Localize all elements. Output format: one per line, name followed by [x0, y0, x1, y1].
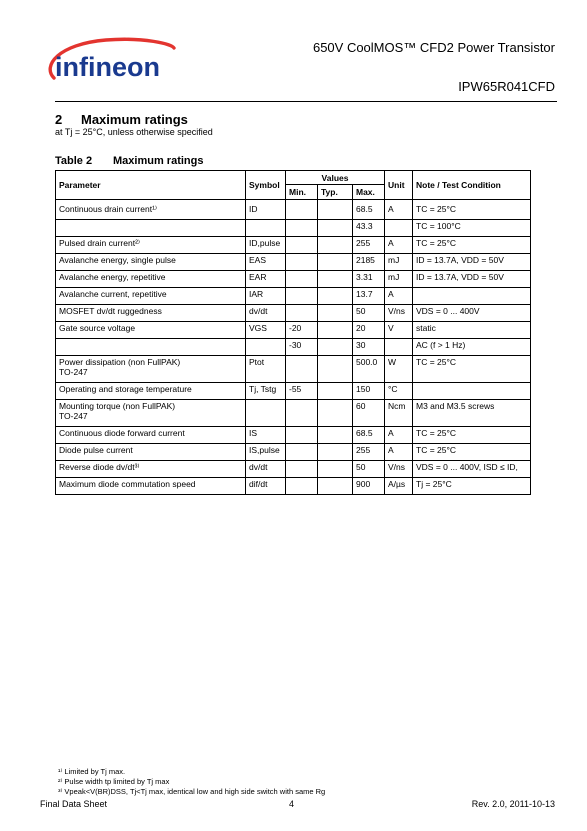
cell-min	[286, 254, 318, 271]
cell-unit	[385, 220, 413, 237]
footer-doc-type: Final Data Sheet	[40, 799, 108, 809]
cell-note: ID = 13.7A, VDD = 50V	[413, 254, 531, 271]
footnote: ¹⁾ Limited by Tj max.	[58, 767, 126, 776]
table-row	[56, 427, 531, 444]
cell-min	[286, 427, 318, 444]
cell-max: 50	[353, 305, 385, 322]
part-number: IPW65R041CFD	[458, 79, 555, 94]
table-row	[56, 271, 531, 288]
cell-max: 2185	[353, 254, 385, 271]
cell-symbol: dv/dt	[246, 305, 286, 322]
cell-max: 43.3	[353, 220, 385, 237]
cell-note: M3 and M3.5 screws	[413, 400, 531, 427]
cell-symbol: Tj, Tstg	[246, 383, 286, 400]
table-label: Table 2	[55, 155, 93, 167]
cell-symbol: ID,pulse	[246, 237, 286, 254]
cell-typ	[318, 400, 353, 427]
cell-typ	[318, 478, 353, 495]
cell-min	[286, 220, 318, 237]
infineon-logo	[40, 36, 178, 92]
cell-symbol: dif/dt	[246, 478, 286, 495]
cell-min	[286, 237, 318, 254]
cell-typ	[318, 271, 353, 288]
cell-parameter: Continuous diode forward current	[56, 427, 246, 444]
table-row	[56, 444, 531, 461]
cell-min	[286, 356, 318, 383]
cell-note	[413, 383, 531, 400]
cell-parameter: Diode pulse current	[56, 444, 246, 461]
cell-typ	[318, 200, 353, 220]
cell-unit: A	[385, 444, 413, 461]
cell-parameter: Pulsed drain current²⁾	[56, 237, 246, 254]
cell-parameter: Mounting torque (non FullPAK) TO-247	[56, 400, 246, 427]
cell-min: -30	[286, 339, 318, 356]
cell-symbol: IAR	[246, 288, 286, 305]
cell-typ	[318, 356, 353, 383]
maximum-ratings-table	[55, 170, 531, 495]
footnote: ³⁾ Vpeak<V(BR)DSS, Tj<Tj max, identical low and high side switch with same Rg	[58, 787, 326, 796]
cell-note: static	[413, 322, 531, 339]
cell-parameter: Continuous drain current¹⁾	[56, 200, 246, 220]
cell-symbol: Ptot	[246, 356, 286, 383]
cell-note: VDS = 0 ... 400V	[413, 305, 531, 322]
cell-min: -55	[286, 383, 318, 400]
cell-unit: V	[385, 322, 413, 339]
table-row	[56, 400, 531, 427]
document-title: 650V CoolMOS™ CFD2 Power Transistor	[312, 40, 555, 55]
cell-unit: W	[385, 356, 413, 383]
cell-unit: mJ	[385, 271, 413, 288]
cell-note: TC = 25°C	[413, 356, 531, 383]
cell-min: -20	[286, 322, 318, 339]
cell-typ	[318, 220, 353, 237]
table-body	[56, 200, 531, 495]
cell-unit: A	[385, 427, 413, 444]
header-min: Min.	[286, 185, 318, 200]
cell-symbol: EAS	[246, 254, 286, 271]
footer-revision: Rev. 2.0, 2011-10-13	[471, 799, 555, 809]
cell-parameter: Operating and storage temperature	[56, 383, 246, 400]
page-number: 4	[289, 799, 295, 809]
cell-parameter: Avalanche current, repetitive	[56, 288, 246, 305]
header-typ: Typ.	[318, 185, 353, 200]
cell-unit: A	[385, 200, 413, 220]
table-row	[56, 322, 531, 339]
cell-symbol: EAR	[246, 271, 286, 288]
table-row	[56, 356, 531, 383]
table-row	[56, 237, 531, 254]
table-row	[56, 305, 531, 322]
table-row	[56, 200, 531, 220]
table-row	[56, 288, 531, 305]
table-caption	[55, 155, 203, 167]
cell-typ	[318, 237, 353, 254]
cell-max: 255	[353, 237, 385, 254]
cell-symbol	[246, 220, 286, 237]
cell-note: TC = 25°C	[413, 444, 531, 461]
table-row	[56, 478, 531, 495]
cell-typ	[318, 383, 353, 400]
cell-max: 68.5	[353, 200, 385, 220]
cell-symbol: VGS	[246, 322, 286, 339]
cell-symbol: IS,pulse	[246, 444, 286, 461]
cell-unit: °C	[385, 383, 413, 400]
cell-typ	[318, 339, 353, 356]
cell-parameter: Gate source voltage	[56, 322, 246, 339]
cell-symbol	[246, 339, 286, 356]
cell-typ	[318, 254, 353, 271]
cell-symbol: IS	[246, 427, 286, 444]
cell-min	[286, 200, 318, 220]
cell-parameter: Reverse diode dv/dt³⁾	[56, 461, 246, 478]
table-row	[56, 383, 531, 400]
cell-unit: Ncm	[385, 400, 413, 427]
table-caption-text: Maximum ratings	[113, 155, 204, 167]
cell-note: TC = 25°C	[413, 237, 531, 254]
cell-min	[286, 461, 318, 478]
cell-max: 3.31	[353, 271, 385, 288]
table-row	[56, 461, 531, 478]
table-row	[56, 254, 531, 271]
cell-note: TC = 25°C	[413, 427, 531, 444]
cell-max: 13.7	[353, 288, 385, 305]
section-title: Maximum ratings	[81, 112, 188, 127]
cell-typ	[318, 322, 353, 339]
cell-note: Tj = 25°C	[413, 478, 531, 495]
header-divider	[55, 101, 557, 102]
cell-parameter	[56, 339, 246, 356]
cell-max: 900	[353, 478, 385, 495]
section-heading	[55, 112, 188, 127]
cell-symbol: dv/dt	[246, 461, 286, 478]
cell-min	[286, 288, 318, 305]
cell-typ	[318, 305, 353, 322]
cell-note: AC (f > 1 Hz)	[413, 339, 531, 356]
cell-unit: V/ns	[385, 305, 413, 322]
logo-wordmark: infineon	[55, 52, 160, 82]
cell-note: ID = 13.7A, VDD = 50V	[413, 271, 531, 288]
section-subtitle: at Tj = 25°C, unless otherwise specified	[55, 127, 213, 137]
footnotes	[58, 767, 325, 797]
header-max: Max.	[353, 185, 385, 200]
header-unit: Unit	[385, 171, 413, 200]
header-values: Values	[286, 171, 385, 185]
cell-parameter: Maximum diode commutation speed	[56, 478, 246, 495]
cell-min	[286, 478, 318, 495]
section-number: 2	[55, 112, 63, 127]
cell-parameter: MOSFET dv/dt ruggedness	[56, 305, 246, 322]
cell-unit: A	[385, 237, 413, 254]
cell-max: 20	[353, 322, 385, 339]
cell-max: 30	[353, 339, 385, 356]
cell-unit: V/ns	[385, 461, 413, 478]
cell-symbol	[246, 400, 286, 427]
header-note: Note / Test Condition	[413, 171, 531, 200]
cell-unit	[385, 339, 413, 356]
header-symbol: Symbol	[246, 171, 286, 200]
footnote: ²⁾ Pulse width tp limited by Tj max	[58, 777, 170, 786]
cell-max: 68.5	[353, 427, 385, 444]
cell-min	[286, 305, 318, 322]
cell-unit: A/µs	[385, 478, 413, 495]
cell-note	[413, 288, 531, 305]
cell-max: 50	[353, 461, 385, 478]
cell-min	[286, 400, 318, 427]
table-row	[56, 220, 531, 237]
cell-max: 500.0	[353, 356, 385, 383]
cell-note: VDS = 0 ... 400V, ISD ≤ ID,	[413, 461, 531, 478]
cell-typ	[318, 288, 353, 305]
cell-parameter: Avalanche energy, repetitive	[56, 271, 246, 288]
cell-max: 255	[353, 444, 385, 461]
table-row	[56, 339, 531, 356]
cell-max: 60	[353, 400, 385, 427]
cell-note: TC = 100°C	[413, 220, 531, 237]
cell-typ	[318, 444, 353, 461]
cell-typ	[318, 427, 353, 444]
cell-parameter: Avalanche energy, single pulse	[56, 254, 246, 271]
cell-max: 150	[353, 383, 385, 400]
header-parameter: Parameter	[56, 171, 246, 200]
cell-min	[286, 444, 318, 461]
cell-typ	[318, 461, 353, 478]
cell-min	[286, 271, 318, 288]
cell-unit: mJ	[385, 254, 413, 271]
cell-parameter: Power dissipation (non FullPAK) TO-247	[56, 356, 246, 383]
cell-unit: A	[385, 288, 413, 305]
cell-parameter	[56, 220, 246, 237]
cell-note: TC = 25°C	[413, 200, 531, 220]
cell-symbol: ID	[246, 200, 286, 220]
